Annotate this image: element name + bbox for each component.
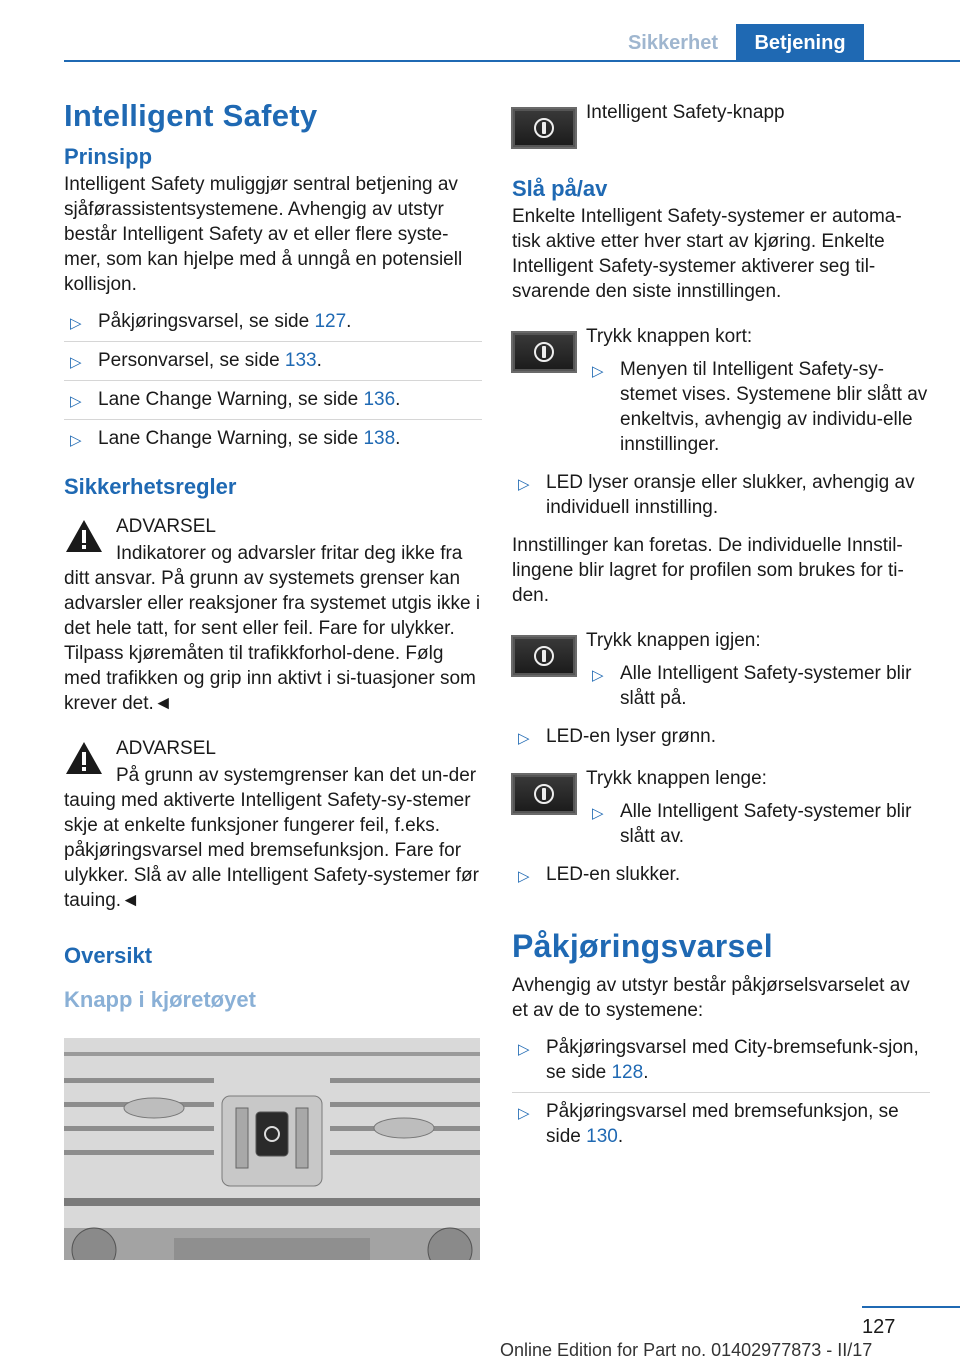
onoff-text: Enkelte Intelligent Safety-systemer er automa-tisk aktive etter hver start av kjøring. Enkelte Intelligent Safety-systemer aktiverer seg til-svarende den siste innstillingen. — [512, 206, 902, 302]
triangle-bullet-icon: ▷ — [592, 805, 604, 822]
collision-text: Avhengig av utstyr består påkjørselsvarselet av et av de to systemene: — [512, 975, 910, 1021]
collision-list — [512, 1035, 930, 1156]
page-link[interactable]: 128 — [611, 1062, 644, 1083]
intelligent-safety-button-icon — [512, 774, 576, 814]
heading-oversikt: Oversikt — [64, 943, 153, 968]
triangle-bullet-icon: ▷ — [518, 730, 530, 747]
triangle-bullet-icon: ▷ — [592, 667, 604, 684]
triangle-bullet-icon: ▷ — [518, 1105, 530, 1122]
principle-list — [64, 309, 482, 458]
short-led-list — [512, 470, 930, 527]
heading-sikkerhetsregler: Sikkerhetsregler — [64, 474, 237, 499]
page-number: 127 — [862, 1316, 896, 1338]
left-column — [64, 98, 482, 1027]
triangle-bullet-icon: ▷ — [70, 315, 82, 332]
triangle-bullet-icon: ▷ — [592, 363, 604, 380]
warning-block — [64, 736, 482, 913]
footer-rule — [862, 1306, 960, 1308]
short-press-list — [586, 357, 930, 464]
right-column — [512, 100, 930, 1162]
list-item: ▷ Personvarsel, se side 133. — [64, 348, 482, 381]
header-tab-sikkerhet[interactable]: Sikkerhet — [627, 32, 719, 54]
button-caption-row — [512, 100, 930, 162]
header-rule — [64, 60, 960, 62]
list-item: ▷ Påkjøringsvarsel med City-bremsefunk-sjon, se side 128. — [512, 1035, 930, 1093]
again-led-list — [512, 724, 930, 756]
triangle-bullet-icon: ▷ — [518, 476, 530, 493]
triangle-bullet-icon: ▷ — [70, 393, 82, 410]
short-press-row — [512, 324, 930, 464]
heading-pakjoringsvarsel: Påkjøringsvarsel — [512, 928, 773, 964]
list-item: ▷ Alle Intelligent Safety-systemer blir slått av. — [592, 801, 912, 847]
warning-title: ADVARSEL — [116, 738, 216, 759]
list-item: ▷ LED-en lyser grønn. — [512, 724, 930, 756]
warning-text: Indikatorer og advarsler fritar deg ikke fra ditt ansvar. På grunn av systemets grenser kan advarsler eller reaksjoner fra systemet utgis ikke i det hele tatt, for sent eller feil. Fare for ulykker. Tilpass kjøremåten til trafikkforhol-dene. Følg med trafikken og grip inn aktivt i si-tuasjoner som krever det.◄ — [64, 543, 481, 714]
intelligent-safety-button-icon — [512, 636, 576, 676]
warning-block — [64, 514, 482, 716]
list-item: ▷ LED lyser oransje eller slukker, avhengig av individuell innstilling. — [518, 472, 915, 518]
heading-knapp-i-kjoretoyet: Knapp i kjøretøyet — [64, 987, 256, 1012]
list-item: ▷ LED-en slukker. — [512, 862, 930, 894]
list-item: ▷ Påkjøringsvarsel, se side 127. — [64, 309, 482, 342]
long-press-row — [512, 766, 930, 856]
principle-text: Intelligent Safety muliggjør sentral betjening av sjåførassistentsystemene. Avhengig av utstyr består Intelligent Safety av et eller flere syste-mer, som kan hjelpe med å unngå en potensiell kollisjon. — [64, 174, 463, 295]
header-tab-betjening[interactable]: Betjening — [736, 24, 864, 62]
short-press-text: Trykk knappen kort: — [586, 326, 753, 347]
list-item: ▷ Lane Change Warning, se side 138. — [64, 426, 482, 458]
list-item: ▷ Påkjøringsvarsel med bremsefunksjon, se side 130. — [518, 1101, 899, 1147]
triangle-bullet-icon: ▷ — [70, 354, 82, 371]
triangle-bullet-icon: ▷ — [518, 868, 530, 885]
button-caption: Intelligent Safety-knapp — [586, 102, 785, 123]
warning-triangle-icon — [64, 740, 104, 776]
triangle-bullet-icon: ▷ — [518, 1041, 530, 1058]
list-item: ▷ Menyen til Intelligent Safety-sy-stemet vises. Systemene blir slått av enkeltvis, avhengig av individu-elle innstillinger. — [592, 359, 928, 455]
warning-triangle-icon — [64, 518, 104, 554]
long-press-text: Trykk knappen lenge: — [586, 768, 767, 789]
intelligent-safety-button-icon — [512, 332, 576, 372]
triangle-bullet-icon: ▷ — [70, 432, 82, 449]
page-link[interactable]: 127 — [314, 311, 347, 332]
page-link[interactable]: 138 — [363, 428, 396, 449]
page-link[interactable]: 130 — [586, 1126, 618, 1147]
again-press-list — [586, 661, 930, 718]
vehicle-console-photo — [64, 1038, 480, 1260]
warning-title: ADVARSEL — [116, 516, 216, 537]
settings-text: Innstillinger kan foretas. De individuelle Innstil-lingene blir lagret for profilen som brukes for ti-den. — [512, 535, 904, 606]
long-press-list — [586, 799, 930, 856]
list-item: ▷ Alle Intelligent Safety-systemer blir slått på. — [592, 663, 912, 709]
again-press-row — [512, 628, 930, 718]
footer-edition: Online Edition for Part no. 01402977873 - II/17 — [500, 1340, 873, 1360]
heading-sla-pa-av: Slå på/av — [512, 176, 608, 201]
page-title: Intelligent Safety — [64, 98, 318, 133]
page-link[interactable]: 136 — [363, 389, 396, 410]
list-item: ▷ Lane Change Warning, se side 136. — [64, 387, 482, 420]
heading-prinsipp: Prinsipp — [64, 144, 153, 169]
page-link[interactable]: 133 — [284, 350, 317, 371]
again-press-text: Trykk knappen igjen: — [586, 630, 761, 651]
warning-text: På grunn av systemgrenser kan det un-der tauing med aktiverte Intelligent Safety-sy-stemer skje at enkelte funksjoner fungerer feil, f.eks. påkjøringsvarsel med bremsefunksjon. Fare for ulykker. Slå av alle Intelligent Safety-systemer før tauing.◄ — [64, 765, 479, 911]
long-led-list — [512, 862, 930, 894]
intelligent-safety-button-icon — [512, 108, 576, 148]
